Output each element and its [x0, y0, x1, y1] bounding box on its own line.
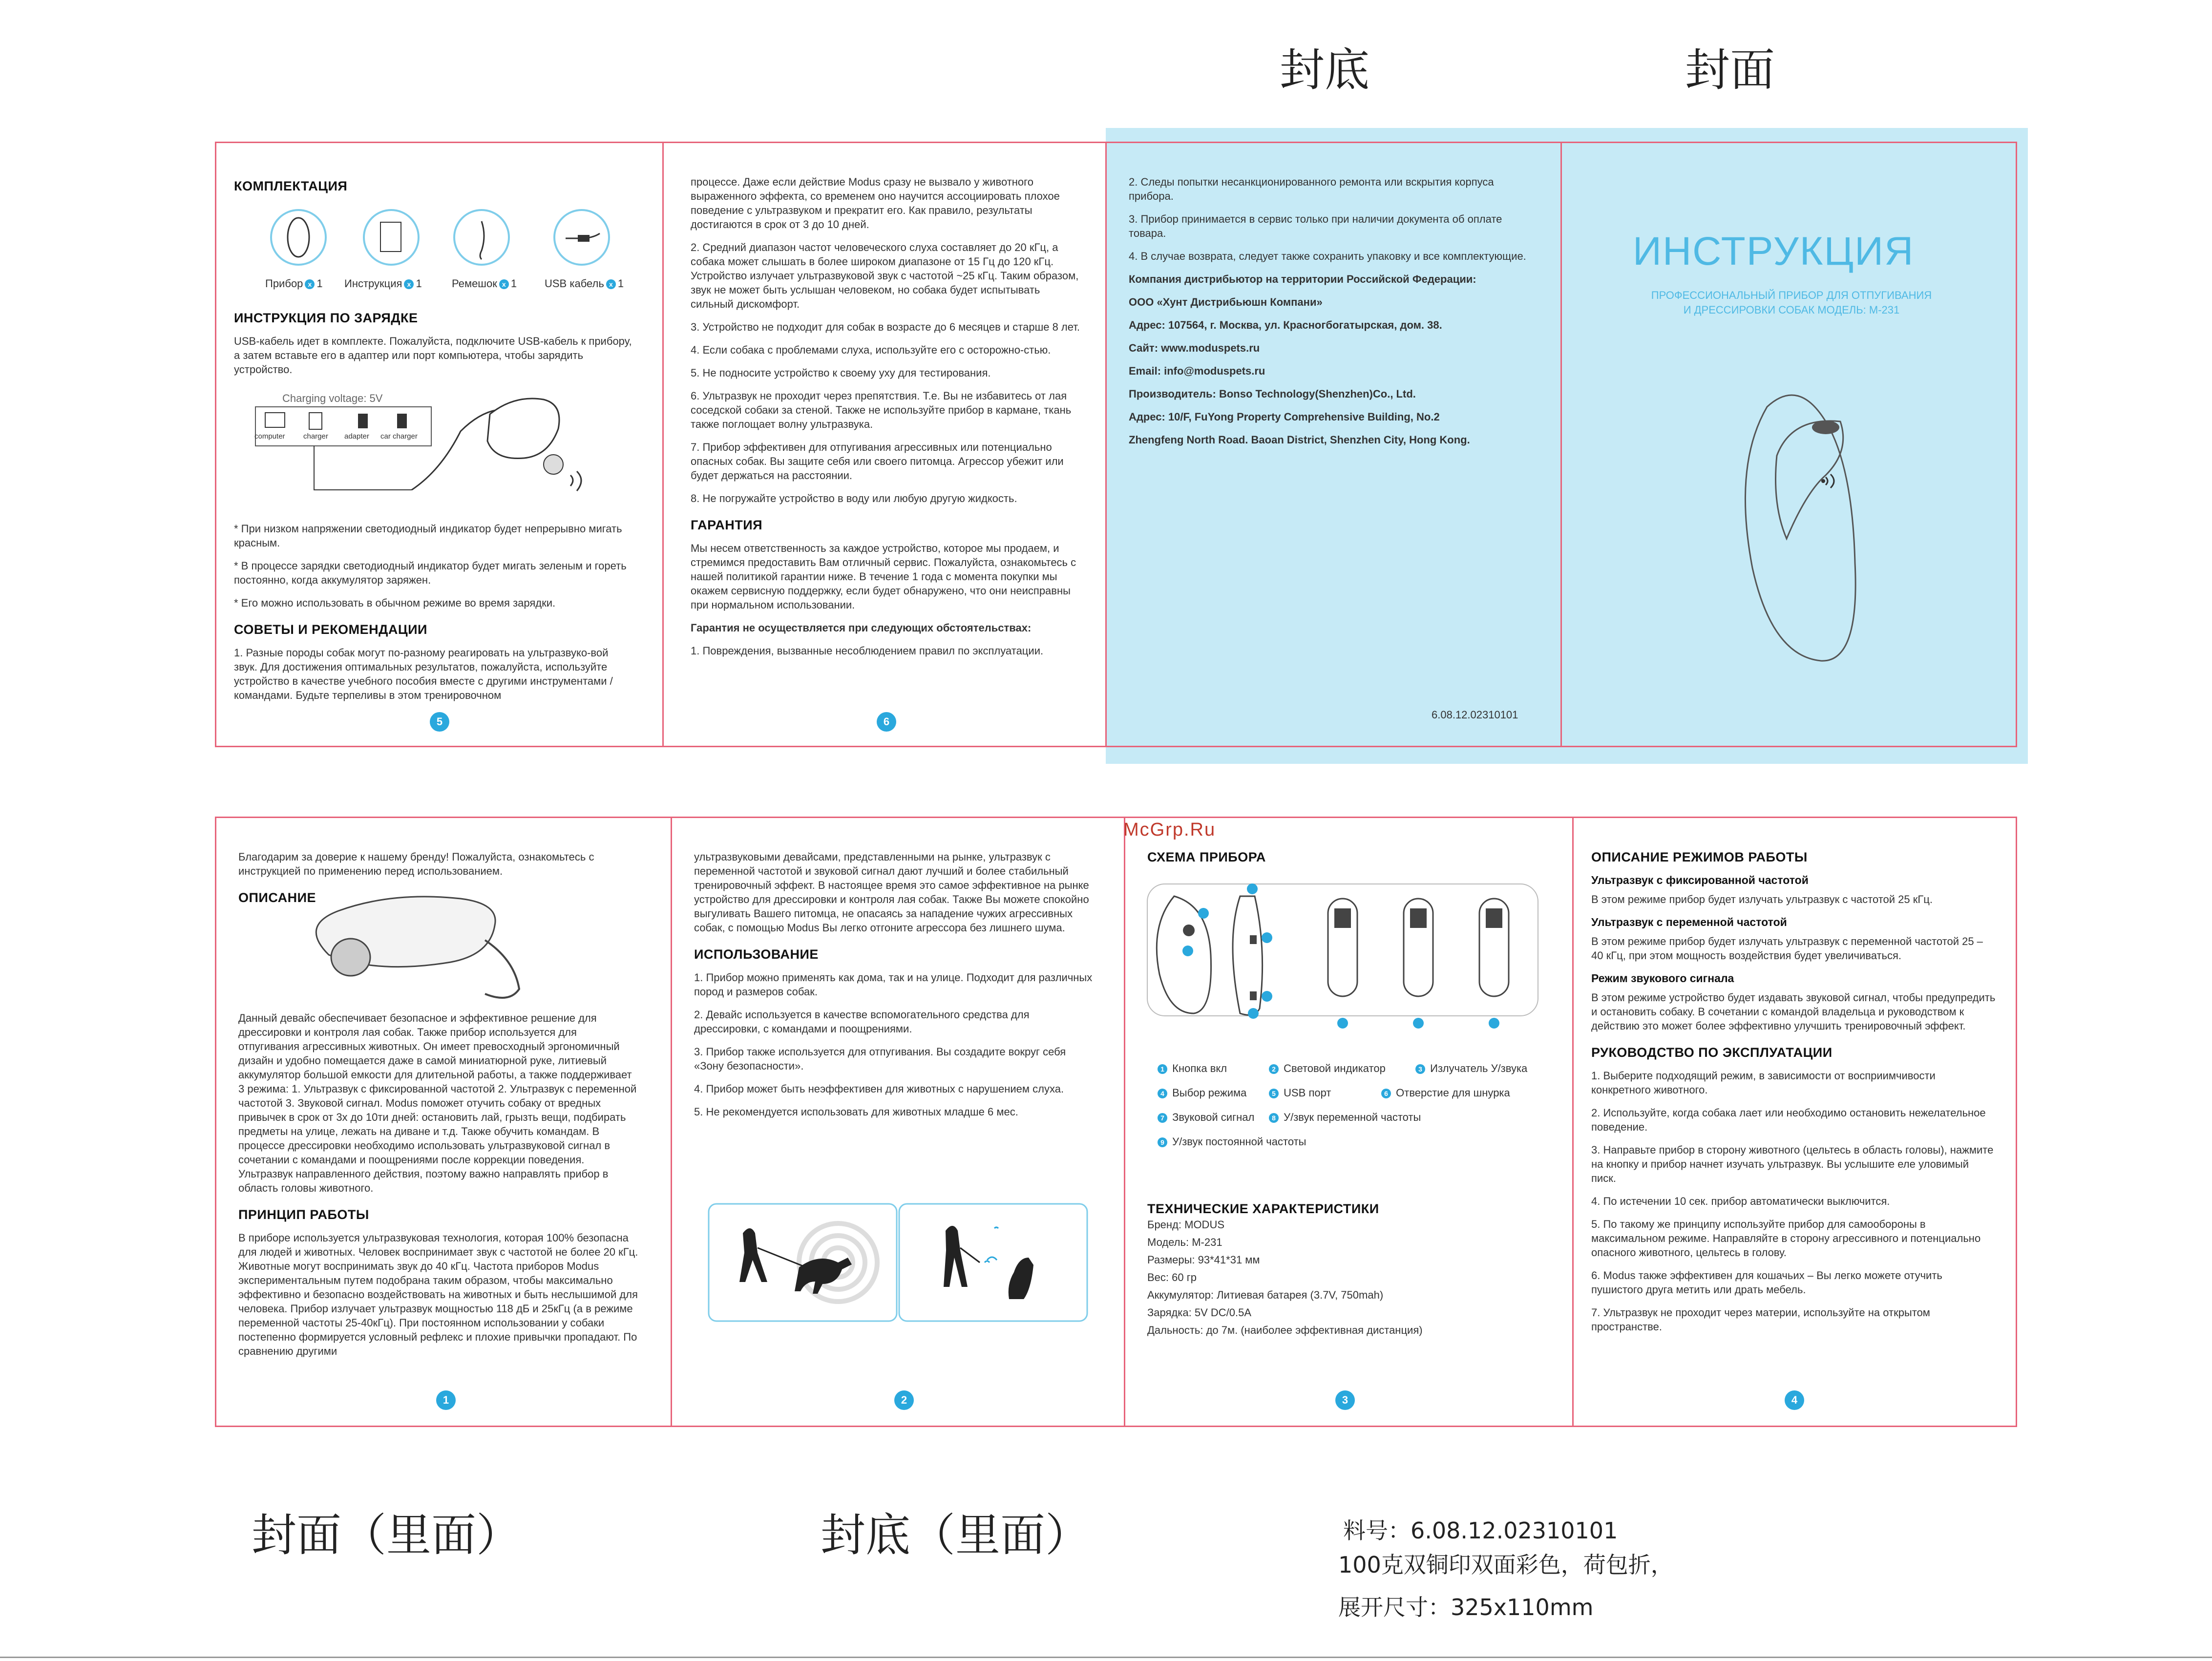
kit-label-device: Прибор x 1 [265, 277, 323, 290]
usage-1: 1. Прибор можно применять как дома, так и на улице. Подходит для различных пород и размеров собак. [694, 971, 1093, 998]
charge-heading: ИНСТРУКЦИЯ ПО ЗАРЯДКЕ [234, 311, 418, 325]
legend-4: 4 Выбор режима [1156, 1087, 1246, 1099]
cover-subtitle-1: ПРОФЕССИОНАЛЬНЫЙ ПРИБОР ДЛЯ ОТПУГИВАНИЯ [1651, 289, 1932, 301]
spec-size: Размеры: 93*41*31 мм [1147, 1254, 1260, 1266]
specs-heading: ТЕХНИЧЕСКИЕ ХАРАКТЕРИСТИКИ [1147, 1201, 1379, 1216]
back-item-4: 4. В случае возврата, следует также сохранить упаковку и все комплектующие. [1129, 250, 1526, 262]
distributor-address: Адрес: 107564, г. Москва, ул. Красногбогатырская, дом. 38. [1129, 319, 1442, 331]
spec-brand: Бренд: MODUS [1147, 1219, 1225, 1231]
legend-5: 5 USB порт [1267, 1087, 1331, 1099]
front-cover-label: 封面 [1685, 44, 1775, 96]
mode-1-heading: Ультразвук с фиксированной частотой [1591, 874, 1809, 886]
usage-5: 5. Не рекомендуется использовать для животных младше 6 мес. [694, 1106, 1018, 1118]
warranty-exclusions: Гарантия не осуществляется при следующих обстоятельствах: [691, 622, 1032, 634]
warranty-item-1: 1. Повреждения, вызванные несоблюдением правил по эксплуатации. [691, 645, 1044, 657]
kit-label-manual: Инструкция x 1 [344, 277, 422, 290]
modes-heading: ОПИСАНИЕ РЕЖИМОВ РАБОТЫ [1591, 850, 1808, 864]
spec-charging: Зарядка: 5V DC/0.5A [1147, 1306, 1251, 1319]
charge-text: USB-кабель идет в комплекте. Пожалуйста, подключите USB-кабель к прибору, а затем вставьте его в адаптер или порт компьютера, чтобы зарядить устройство. [234, 335, 632, 376]
panel-5 [216, 143, 662, 746]
spec-range: Дальность: до 7м. (наиболее эффективная дистанция) [1147, 1324, 1423, 1336]
kit-label-cable: USB кабель x 1 [545, 277, 624, 290]
p6-text-5: 5. Не подносите устройство к своему уху для тестирования. [691, 367, 991, 379]
panel-front-cover [1560, 143, 2016, 746]
guide-5: 5. По такому же принципу используйте прибор для самообороны в максимальном режиме. Направляйте в сторону агрессивного и потенциально опасного животного, цельтесь в голову. [1591, 1218, 1981, 1259]
back-item-3: 3. Прибор принимается в сервис только при наличии документа об оплате товара. [1129, 213, 1502, 239]
charge-note-1: * При низком напряжении светодиодный индикатор будет непрерывно мигать красным. [234, 523, 622, 549]
mode-1-text: В этом режиме прибор будет излучать ультразвук с частотой 25 кГц. [1591, 893, 1933, 905]
product-code: 6.08.12.02310101 [1432, 709, 1518, 721]
mode-2-text: В этом режиме прибор будет излучать ультразвук с переменной частотой 25 – 40 кГц, при этом мощность воздействия будет увеличиваться. [1591, 935, 1983, 962]
description-text: Данный девайс обеспечивает безопасное и эффективное решение для дрессировки и контроля лая собак. Также прибор используется для отпугивания агрессивных животных. Он имеет превосходный эргономичный дизайн и удобно помещается даже в самой миниатюрной руке, литиевый аккумулятор большой емкости для длительной работы, а также поддерживает 3 режима: 1. Ультразвук с фиксированной частотой 2. Ультразвук с переменной частотой 3. Звуковой сигнал. Modus поможет отучить собаку от вредных привычек в срок от 3х до 10ти дней: остановить лай, грызть вещи, подбирать предметы на улице, лежать на диване и т.д. Также обучить командам. В процессе дрессировки необходимо использовать ультразвуковой сигнал в сочетании с командами и поощрениями после коррекции поведения. Ультразвук направленного действия, поэтому важно направлять прибор в область головы животного. [238, 1012, 637, 1194]
p6-text-4: 4. Если собака с проблемами слуха, используйте его с осторожно-стью. [691, 344, 1051, 356]
spec-battery: Аккумулятор: Литиевая батарея (3.7V, 750mah) [1147, 1289, 1384, 1301]
page-number-4: 4 [1785, 1390, 1804, 1410]
legend-6: 6 Отверстие для шнурка [1379, 1087, 1510, 1099]
warranty-heading: ГАРАНТИЯ [691, 518, 763, 532]
manufacturer-address-2: Zhengfeng North Road. Baoan District, Shenzhen City, Hong Kong. [1129, 434, 1470, 446]
cover-device-illustration [1562, 143, 2017, 749]
scheme-heading: СХЕМА ПРИБОРА [1147, 850, 1266, 864]
usage-2: 2. Девайс используется в качестве вспомогательного средства для дрессировки, с командами и поощрениями. [694, 1009, 1030, 1035]
specs-list [1147, 1216, 1548, 1339]
legend-2: 2 Световой индикатор [1267, 1062, 1386, 1075]
guide-2: 2. Используйте, когда собака лает или необходимо остановить нежелательное поведение. [1591, 1107, 1986, 1133]
footer-rule [0, 1657, 2212, 1658]
p6-text-3: 3. Устройство не подходит для собак в возрасте до 6 месяцев и старше 8 лет. [691, 321, 1080, 333]
legend-3: 3 Излучатель У/звука [1413, 1062, 1527, 1075]
mode-3-heading: Режим звукового сигнала [1591, 972, 1734, 985]
watermark: McGrp.Ru [1123, 820, 1216, 840]
p6-text-2: 2. Средний диапазон частот человеческого слуха составляет до 20 кГц, а собака может слышать в более широком диапазоне от 15 Гц до 120 кГц. Устройство излучает ультразвуковой звук с частотой ~25 кГц. Таким образом, звук не может быть услышан человеком, но собака будет испытывать сильный дискомфорт. [691, 241, 1079, 310]
distributor-heading: Компания дистрибьютор на территории Российской Федерации: [1129, 273, 1476, 285]
mode-2-heading: Ультразвук с переменной частотой [1591, 916, 1787, 928]
panel-back-cover [1105, 143, 1560, 746]
distributor-name: ООО «Хунт Дистрибьюшн Компани» [1129, 296, 1323, 308]
cover-title: ИНСТРУКЦИЯ [1633, 229, 1915, 273]
operation-heading: ПРИНЦИП РАБОТЫ [238, 1207, 369, 1222]
page-number-3: 3 [1335, 1390, 1355, 1410]
greeting: Благодарим за доверие к нашему бренду! Пожалуйста, ознакомьтесь с инструкцией по применению перед использованием. [238, 851, 594, 877]
manufacturer: Производитель: Bonso Technology(Shenzhen)Co., Ltd. [1129, 388, 1416, 400]
p6-text-8: 8. Не погружайте устройство в воду или любую другую жидкость. [691, 492, 1017, 505]
back-item-2: 2. Следы попытки несанкционированного ремонта или вскрытия корпуса прибора. [1129, 176, 1494, 202]
legend-9: 9 У/звук постоянной частоты [1156, 1135, 1306, 1148]
p6-text-7: 7. Прибор эффективен для отпугивания агрессивных или потенциально опасных собак. Вы защите себя или своего питомца. Агрессор убежит или будет держаться на расстоянии. [691, 441, 1064, 482]
paper-spec: 100克双铜印双面彩色，荷包折， [1338, 1552, 1673, 1578]
unfolded-size: 展开尺寸：325x110mm [1338, 1594, 1594, 1620]
tips-heading: СОВЕТЫ И РЕКОМЕНДАЦИИ [234, 622, 427, 637]
kit-heading: КОМПЛЕКТАЦИЯ [234, 179, 348, 193]
p6-text-6: 6. Ультразвук не проходит через препятствия. Т.е. Вы не избавитесь от лая соседской собаки за стеной. Также не используйте прибор в кармане, ткань также поглощает волну ультразвука. [691, 390, 1072, 430]
back-cover-label: 封底 [1280, 44, 1370, 96]
usage-illustration [672, 818, 1125, 1429]
warranty-text: Мы несем ответственность за каждое устройство, которое мы продаем, и стремимся предоставить Вам отличный сервис. Пожалуйста, ознакомьтесь с нашей политикой гарантии ниже. В течение 1 года с момента покупки мы окажем сервисную поддержку, если будет обнаружено, что они неисправны при нормальном использовании. [691, 542, 1076, 611]
panel-3 [1124, 818, 1572, 1426]
back-inner-label: 封底（里面） [821, 1509, 1091, 1561]
cover-subtitle-2: И ДРЕССИРОВКИ СОБАК МОДЕЛЬ: M-231 [1683, 304, 1900, 316]
operation-text: В приборе используется ультразвуковая технология, которая 100% безопасна для людей и животных. Человек воспринимает звук с частотой не более 20 кГц. Животные могут воспринимать звук до 40 кГц. Частота приборов Modus экспериментальным путем подобрана таким образом, чтобы максимально эффективно и безопасно воздействовать на животных и быть неслышимой для человека. Прибор излучает ультразвук мощностью 118 дБ и 25кГц (а в режиме переменной частоты 25-40кГц). При постоянном использовании у собаки постепенно формируется условный рефлекс и плохие привычки пропадают. По сравнению другими [238, 1232, 638, 1357]
device-adapter: adapter [344, 432, 369, 441]
usage-heading: ИСПОЛЬЗОВАНИЕ [694, 947, 819, 962]
mode-3-text: В этом режиме устройство будет издавать звуковой сигнал, чтобы предупредить и остановить собаку. В сочетании с командой владельца и руководством к действию это может более эффективно улучшить тренировочный эффект. [1591, 991, 1996, 1032]
top-sheet [215, 142, 2017, 747]
description-heading: ОПИСАНИЕ [238, 890, 316, 905]
panel-6 [662, 143, 1105, 746]
charging-diagram [216, 143, 662, 534]
voltage-label: Charging voltage: 5V [282, 392, 383, 404]
page-number-2: 2 [894, 1390, 914, 1410]
device-photo [216, 818, 671, 1023]
kit-label-strap: Ремешок x 1 [452, 277, 517, 290]
charge-note-2: * В процессе зарядки светодиодный индикатор будет мигать зеленым и гореть постоянно, когда аккумулятор заряжен. [234, 560, 627, 586]
page-number-5: 5 [430, 712, 449, 732]
guide-3: 3. Направьте прибор в сторону животного (цельтесь в область головы), нажмите на кнопку и прибор начнет изучать ультразвук. Вы услышите еле уловимый писк. [1591, 1144, 1994, 1184]
panel-2 [671, 818, 1124, 1426]
legend-7: 7 Звуковой сигнал [1156, 1111, 1254, 1124]
guide-heading: РУКОВОДСТВО ПО ЭКСПЛУАТАЦИИ [1591, 1045, 1833, 1060]
manufacturer-address-1: Адрес: 10/F, FuYong Property Comprehensive Building, No.2 [1129, 411, 1440, 423]
device-computer: computer [254, 432, 285, 441]
device-charger: charger [303, 432, 328, 441]
tips-text: 1. Разные породы собак могут по-разному реагировать на ультразвуко-вой звук. Для достижения оптимальных результатов, пожалуйста, используйте устройство в качестве учебного пособия вместе с другими инструментами / командами. Будьте терпеливы в этом тренировочном [234, 647, 613, 701]
bottom-sheet [215, 817, 2017, 1427]
front-inner-label: 封面（里面） [252, 1509, 522, 1561]
distributor-email: Email: info@moduspets.ru [1129, 365, 1265, 377]
spec-weight: Вес: 60 гр [1147, 1271, 1197, 1283]
guide-7: 7. Ультразвук не проходит через материи, используйте на открытом пространстве. [1591, 1306, 1930, 1333]
panel-1 [216, 818, 671, 1426]
page-number-1: 1 [436, 1390, 456, 1410]
guide-1: 1. Выберите подходящий режим, в зависимости от восприимчивости конкретного животного. [1591, 1070, 1936, 1096]
guide-6: 6. Modus также эффективен для кошачьих – Вы легко можете отучить пушистого друга метить или драть мебель. [1591, 1269, 1942, 1296]
p2-text: ультразвуковыми девайсами, представленными на рынке, ультразвук с переменной частотой и звуковой сигнал дают лучший и более стабильный тренировочный эффект. В настоящее время это самое эффективное на рынке устройство для дрессировки и контроля лая собак. Также Вы можете спокойно выгуливать Вашего питомца, не опасаясь за нападение чужих агрессивных собак, с помощью Modus Вы легко отгоните агрессора без лишнего шума. [694, 851, 1089, 934]
legend-1: 1 Кнопка вкл [1156, 1062, 1227, 1075]
panel-4 [1572, 818, 2016, 1426]
spec-model: Модель: M-231 [1147, 1236, 1222, 1248]
legend-8: 8 У/звук переменной частоты [1267, 1111, 1421, 1124]
charge-note-3: * Его можно использовать в обычном режиме во время зарядки. [234, 597, 556, 609]
usage-4: 4. Прибор может быть неэффективен для животных с нарушением слуха. [694, 1083, 1064, 1095]
distributor-site: Сайт: www.moduspets.ru [1129, 342, 1260, 354]
p6-text-1: процессе. Даже если действие Modus сразу не вызвало у животного выраженного эффекта, со временем оно научится ассоциировать плохое поведение с ультразвуком и прекратит его. Как правило, результаты достигаются в срок от 3 до 10 дней. [691, 176, 1060, 231]
device-car-charger: car charger [380, 432, 418, 441]
material-number: 料号：6.08.12.02310101 [1343, 1517, 1618, 1544]
page-number-6: 6 [877, 712, 896, 732]
guide-4: 4. По истечении 10 сек. прибор автоматически выключится. [1591, 1195, 1890, 1207]
usage-3: 3. Прибор также используется для отпугивания. Вы создадите вокруг себя «Зону безопасности». [694, 1046, 1066, 1072]
